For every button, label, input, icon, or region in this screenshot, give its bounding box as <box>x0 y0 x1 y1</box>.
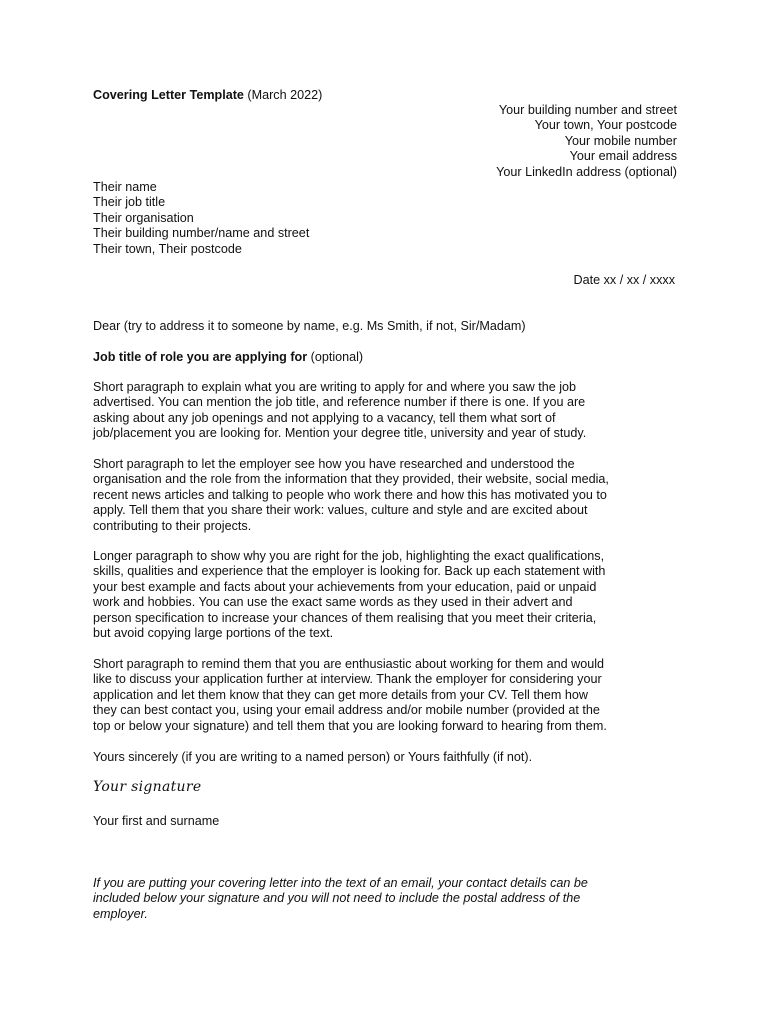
recipient-line: Their name <box>93 180 157 194</box>
paragraph-line: Short paragraph to explain what you are writing to apply for and where you saw the job <box>93 380 577 394</box>
paragraph-line: top or below your signature) and tell them that you are looking forward to hearing from them. <box>93 718 607 733</box>
sender-line: Your LinkedIn address (optional) <box>496 164 677 179</box>
paragraph-line: they can best contact you, using your email address and/or mobile number (provided at the <box>93 703 600 718</box>
paragraph-line: organisation and the role from the information that they provided, their website, social media, <box>93 472 609 487</box>
recipient-line: Their town, Their postcode <box>93 241 242 256</box>
paragraph-line: Longer paragraph to show why you are right for the job, highlighting the exact qualifications, <box>93 549 605 563</box>
paragraph-line: Short paragraph to remind them that you are enthusiastic about working for them and would <box>93 657 605 671</box>
note-line: If you are putting your covering letter into the text of an email, your contact details can be <box>93 876 588 890</box>
sender-line: Your town, Your postcode <box>534 118 677 133</box>
paragraph-line: like to discuss your application further at interview. Thank the employer for considering your <box>93 672 602 687</box>
signature: Your signature <box>93 779 202 795</box>
job-title-bold: Job title of role you are applying for <box>93 350 308 364</box>
paragraph-line: Short paragraph to let the employer see how you have researched and understood the <box>93 457 575 471</box>
paragraph-closing <box>93 657 683 734</box>
paragraph-intro <box>93 380 683 442</box>
paragraph-line: your best example and facts about your achievements from your education, paid or unpaid <box>93 579 597 594</box>
job-title-optional: (optional) <box>307 350 364 364</box>
paragraph-line: asking about any job openings and not applying to a vacancy, tell them what sort of <box>93 410 556 425</box>
paragraph-line: person specification to increase your chances of them realising that you meet their criteria, <box>93 610 597 625</box>
paragraph-line: advertised. You can mention the job title, and reference number if there is one. If you are <box>93 395 586 410</box>
sign-off: Yours sincerely (if you are writing to a named person) or Yours faithfully (if not). <box>93 750 533 764</box>
letter-date: Date xx / xx / xxxx <box>573 273 675 287</box>
recipient-line: Their job title <box>93 195 166 210</box>
title-bold: Covering Letter Template <box>93 88 244 102</box>
full-name: Your first and surname <box>93 814 220 828</box>
sender-line: Your email address <box>569 149 677 164</box>
recipient-address <box>93 180 683 257</box>
sender-line: Your building number and street <box>498 103 677 117</box>
recipient-line: Their organisation <box>93 210 194 225</box>
note-line: employer. <box>93 906 148 921</box>
note-line: included below your signature and you will not need to include the postal address of the <box>93 891 581 906</box>
paragraph-line: skills, qualities and experience that the employer is looking for. Back up each statement with <box>93 564 606 579</box>
paragraph-line: recent news articles and talking to people who work there and how this has motivated you to <box>93 487 607 502</box>
salutation: Dear (try to address it to someone by name, e.g. Ms Smith, if not, Sir/Madam) <box>93 319 526 333</box>
paragraph-line: but avoid copying large portions of the text. <box>93 626 334 641</box>
paragraph-line: job/placement you are looking for. Mention your degree title, university and year of study. <box>93 426 587 441</box>
paragraph-line: apply. Tell them that you share their work: values, culture and style and are excited about <box>93 503 588 518</box>
paragraph-line: contributing to their projects. <box>93 518 252 533</box>
paragraph-research <box>93 457 683 534</box>
job-title-heading <box>93 350 683 365</box>
title-date: (March 2022) <box>243 88 323 102</box>
recipient-line: Their building number/name and street <box>93 226 310 241</box>
paragraph-qualifications <box>93 549 683 641</box>
email-note <box>93 876 683 922</box>
document-title <box>93 88 683 103</box>
sender-address <box>277 103 677 180</box>
sender-line: Your mobile number <box>564 133 677 148</box>
paragraph-line: work and hobbies. You can use the exact same words as they used in their advert and <box>93 595 573 610</box>
paragraph-line: application and let them know that they can get more details from your CV. Tell them how <box>93 687 588 702</box>
